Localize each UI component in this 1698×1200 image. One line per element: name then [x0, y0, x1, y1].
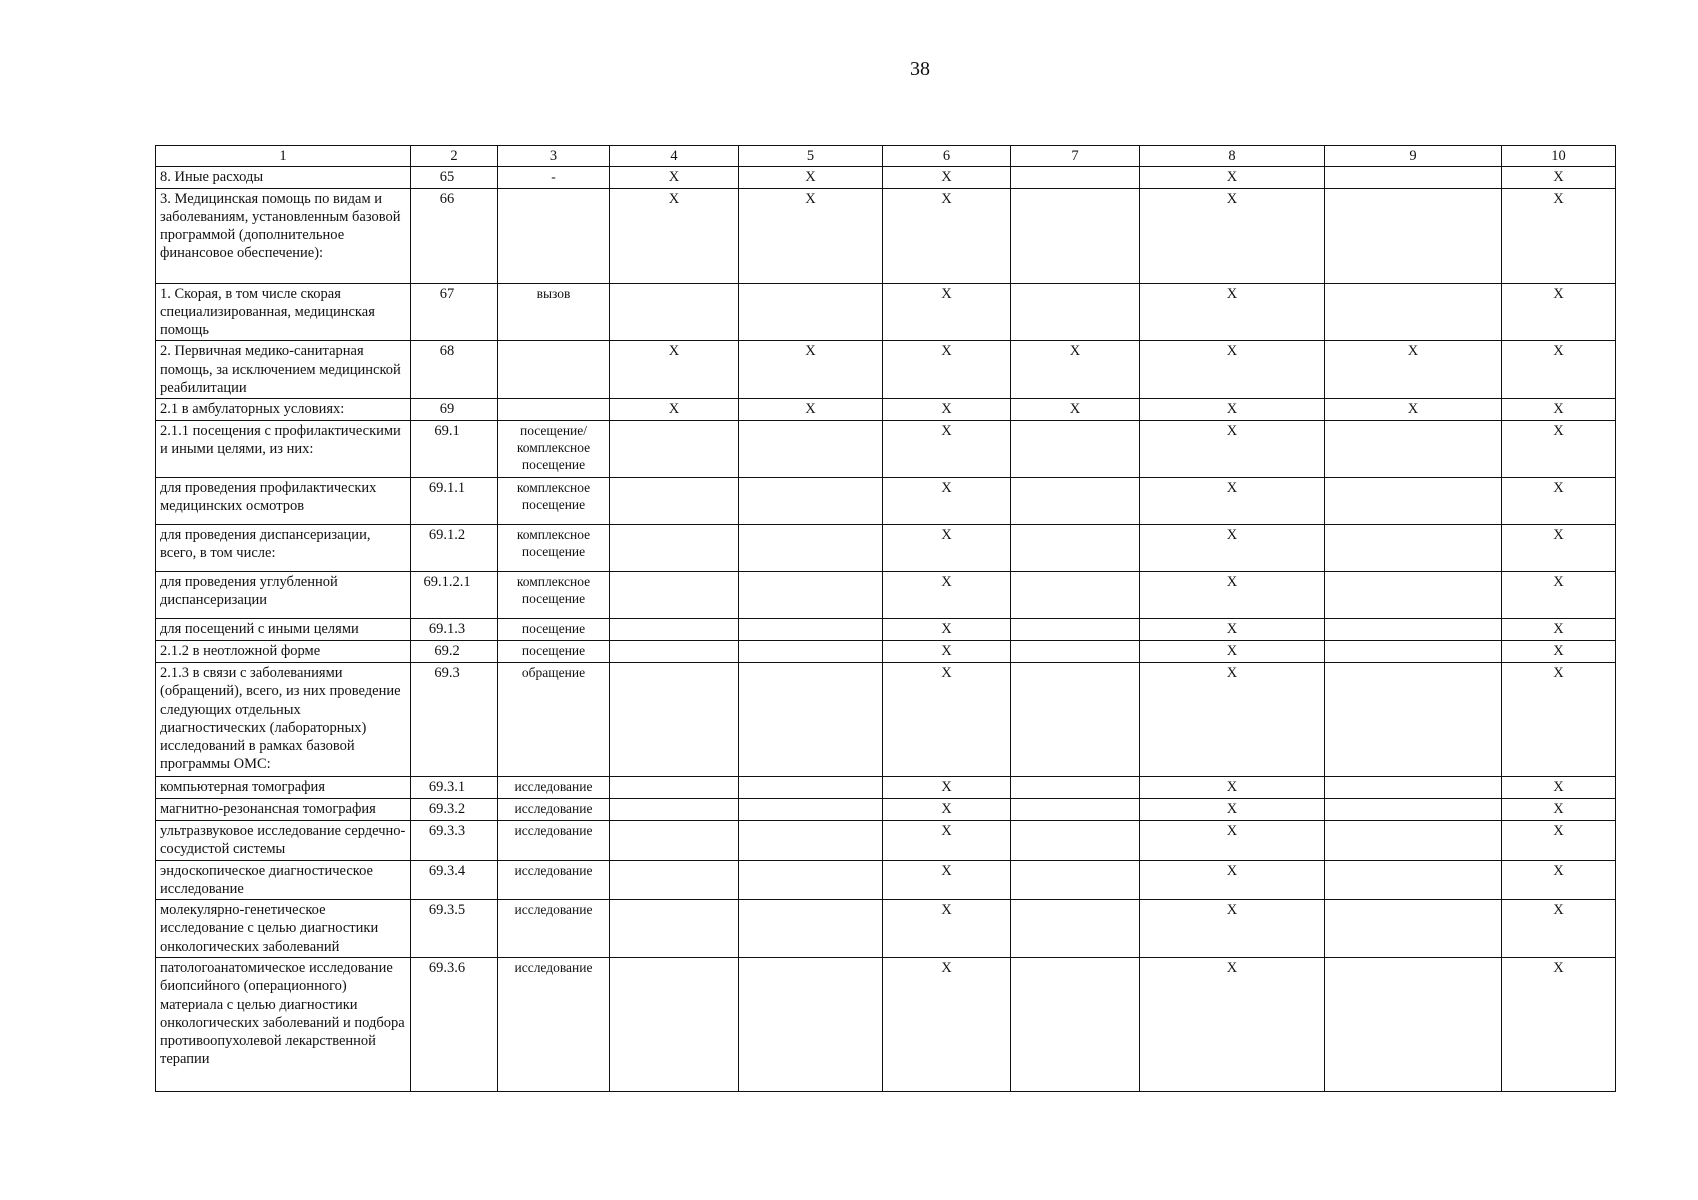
cell-col-9 [1325, 900, 1502, 958]
cell-col-7: X [1011, 341, 1140, 399]
cell-col-4 [610, 641, 739, 663]
cell-col-5 [739, 821, 883, 861]
table-row [156, 399, 1616, 421]
cell-col-9 [1325, 478, 1502, 525]
row-code: 69 [411, 399, 498, 421]
cell-col-4: X [610, 167, 739, 188]
table-row [156, 957, 1616, 1091]
cell-col-7 [1011, 619, 1140, 641]
cell-col-8: X [1140, 777, 1325, 799]
row-name: 2. Первичная медико-санитарная помощь, за исключением медицинской реабилитации [156, 341, 411, 399]
row-code: 69.3.3 [411, 821, 498, 861]
cell-col-6: X [883, 525, 1011, 572]
cell-col-8: X [1140, 663, 1325, 777]
cell-col-10: X [1502, 777, 1616, 799]
row-code: 69.3.6 [411, 957, 498, 1091]
row-name: для проведения углубленной диспансеризации [156, 572, 411, 619]
cell-col-10: X [1502, 821, 1616, 861]
cell-col-9: X [1325, 399, 1502, 421]
column-header: 7 [1011, 146, 1140, 167]
row-name: патологоанатомическое исследование биопсийного (операционного) материала с целью диагностики онкологических заболеваний и подбора противоопухолевой лекарственной терапии [156, 957, 411, 1091]
cell-col-5 [739, 860, 883, 900]
cell-col-6: X [883, 619, 1011, 641]
cell-col-5 [739, 799, 883, 821]
row-code: 69.3.1 [411, 777, 498, 799]
cell-col-6: X [883, 777, 1011, 799]
cell-col-5 [739, 957, 883, 1091]
table-row [156, 167, 1616, 188]
cell-col-6: X [883, 799, 1011, 821]
cell-col-5 [739, 421, 883, 478]
column-header: 6 [883, 146, 1011, 167]
cell-col-9 [1325, 525, 1502, 572]
row-unit: комплексное посещение [498, 525, 610, 572]
cell-col-9 [1325, 957, 1502, 1091]
cell-col-7 [1011, 821, 1140, 861]
row-unit: исследование [498, 957, 610, 1091]
cell-col-10: X [1502, 641, 1616, 663]
cell-col-5: X [739, 167, 883, 188]
cell-col-4 [610, 957, 739, 1091]
table-row [156, 283, 1616, 341]
cell-col-10: X [1502, 860, 1616, 900]
cell-col-7: X [1011, 399, 1140, 421]
row-name: для проведения профилактических медицинских осмотров [156, 478, 411, 525]
cell-col-9 [1325, 421, 1502, 478]
column-header: 1 [156, 146, 411, 167]
cell-col-6: X [883, 478, 1011, 525]
cell-col-9 [1325, 188, 1502, 283]
cell-col-5 [739, 900, 883, 958]
cell-col-4 [610, 421, 739, 478]
cell-col-7 [1011, 421, 1140, 478]
row-code: 69.1.1 [411, 478, 498, 525]
cell-col-7 [1011, 641, 1140, 663]
table-row [156, 188, 1616, 283]
row-name: 2.1.2 в неотложной форме [156, 641, 411, 663]
cell-col-9 [1325, 167, 1502, 188]
cell-col-6: X [883, 283, 1011, 341]
table-row [156, 777, 1616, 799]
table-row [156, 421, 1616, 478]
page-number: 38 [910, 58, 930, 80]
column-header: 8 [1140, 146, 1325, 167]
cell-col-4: X [610, 399, 739, 421]
cell-col-5 [739, 478, 883, 525]
cell-col-9: X [1325, 341, 1502, 399]
cell-col-8: X [1140, 283, 1325, 341]
cell-col-4 [610, 619, 739, 641]
cell-col-6: X [883, 957, 1011, 1091]
cell-col-8: X [1140, 188, 1325, 283]
cell-col-4 [610, 860, 739, 900]
cell-col-9 [1325, 641, 1502, 663]
cell-col-9 [1325, 799, 1502, 821]
table-row [156, 663, 1616, 777]
cell-col-8: X [1140, 341, 1325, 399]
cell-col-9 [1325, 777, 1502, 799]
cell-col-10: X [1502, 663, 1616, 777]
table-row [156, 341, 1616, 399]
row-name: 3. Медицинская помощь по видам и заболеваниям, установленным базовой программой (дополнительное финансовое обеспечение): [156, 188, 411, 283]
table-row [156, 572, 1616, 619]
cell-col-9 [1325, 572, 1502, 619]
row-name: 8. Иные расходы [156, 167, 411, 188]
row-name: 2.1 в амбулаторных условиях: [156, 399, 411, 421]
cell-col-9 [1325, 663, 1502, 777]
cell-col-10: X [1502, 341, 1616, 399]
cell-col-6: X [883, 663, 1011, 777]
cell-col-8: X [1140, 799, 1325, 821]
row-code: 69.1 [411, 421, 498, 478]
cell-col-7 [1011, 188, 1140, 283]
row-code: 69.1.2.1 [411, 572, 498, 619]
cell-col-5: X [739, 188, 883, 283]
cell-col-8: X [1140, 421, 1325, 478]
cell-col-10: X [1502, 619, 1616, 641]
table-row [156, 641, 1616, 663]
cell-col-5: X [739, 341, 883, 399]
cell-col-4 [610, 478, 739, 525]
cell-col-4 [610, 900, 739, 958]
cell-col-7 [1011, 167, 1140, 188]
cell-col-6: X [883, 641, 1011, 663]
cell-col-4 [610, 663, 739, 777]
table-row [156, 799, 1616, 821]
cell-col-4 [610, 799, 739, 821]
cell-col-6: X [883, 341, 1011, 399]
row-unit: посещение [498, 641, 610, 663]
cell-col-5 [739, 572, 883, 619]
row-code: 69.3 [411, 663, 498, 777]
cell-col-7 [1011, 525, 1140, 572]
column-header: 4 [610, 146, 739, 167]
cell-col-10: X [1502, 167, 1616, 188]
cell-col-5 [739, 525, 883, 572]
cell-col-4 [610, 283, 739, 341]
cell-col-7 [1011, 663, 1140, 777]
cell-col-7 [1011, 478, 1140, 525]
cell-col-4: X [610, 341, 739, 399]
row-unit: исследование [498, 900, 610, 958]
cell-col-10: X [1502, 799, 1616, 821]
cell-col-7 [1011, 900, 1140, 958]
cell-col-6: X [883, 399, 1011, 421]
row-unit: исследование [498, 821, 610, 861]
table-row [156, 478, 1616, 525]
cell-col-8: X [1140, 619, 1325, 641]
row-code: 69.3.2 [411, 799, 498, 821]
cell-col-10: X [1502, 957, 1616, 1091]
column-header: 2 [411, 146, 498, 167]
cell-col-5 [739, 283, 883, 341]
cell-col-10: X [1502, 900, 1616, 958]
table-row [156, 821, 1616, 861]
cell-col-4 [610, 525, 739, 572]
row-code: 69.1.3 [411, 619, 498, 641]
row-name: 2.1.1 посещения с профилактическими и иными целями, из них: [156, 421, 411, 478]
cell-col-6: X [883, 167, 1011, 188]
cell-col-10: X [1502, 283, 1616, 341]
cell-col-8: X [1140, 821, 1325, 861]
cell-col-10: X [1502, 572, 1616, 619]
cell-col-10: X [1502, 188, 1616, 283]
row-unit [498, 399, 610, 421]
row-name: компьютерная томография [156, 777, 411, 799]
table-row [156, 860, 1616, 900]
cell-col-5 [739, 619, 883, 641]
row-unit: исследование [498, 860, 610, 900]
row-code: 69.1.2 [411, 525, 498, 572]
cell-col-4 [610, 821, 739, 861]
column-header: 9 [1325, 146, 1502, 167]
cell-col-8: X [1140, 399, 1325, 421]
row-name: ультразвуковое исследование сердечно-сосудистой системы [156, 821, 411, 861]
cell-col-8: X [1140, 641, 1325, 663]
expense-table [155, 145, 1616, 1092]
row-code: 69.3.4 [411, 860, 498, 900]
cell-col-5 [739, 641, 883, 663]
cell-col-7 [1011, 777, 1140, 799]
cell-col-7 [1011, 572, 1140, 619]
column-header: 5 [739, 146, 883, 167]
cell-col-6: X [883, 900, 1011, 958]
row-unit: исследование [498, 777, 610, 799]
cell-col-8: X [1140, 167, 1325, 188]
cell-col-5 [739, 663, 883, 777]
cell-col-8: X [1140, 957, 1325, 1091]
cell-col-7 [1011, 957, 1140, 1091]
row-name: магнитно-резонансная томография [156, 799, 411, 821]
cell-col-7 [1011, 799, 1140, 821]
row-name: 2.1.3 в связи с заболеваниями (обращений), всего, из них проведение следующих отдельных диагностических (лабораторных) исследований в рамках базовой программы ОМС: [156, 663, 411, 777]
cell-col-8: X [1140, 900, 1325, 958]
row-unit: обращение [498, 663, 610, 777]
column-number-row [156, 146, 1616, 167]
row-unit: комплексное посещение [498, 478, 610, 525]
row-name: эндоскопическое диагностическое исследование [156, 860, 411, 900]
cell-col-7 [1011, 283, 1140, 341]
table-row [156, 525, 1616, 572]
cell-col-8: X [1140, 525, 1325, 572]
row-unit: вызов [498, 283, 610, 341]
cell-col-8: X [1140, 478, 1325, 525]
cell-col-4: X [610, 188, 739, 283]
cell-col-6: X [883, 572, 1011, 619]
row-code: 68 [411, 341, 498, 399]
cell-col-4 [610, 572, 739, 619]
cell-col-10: X [1502, 421, 1616, 478]
cell-col-6: X [883, 821, 1011, 861]
row-code: 66 [411, 188, 498, 283]
cell-col-9 [1325, 860, 1502, 900]
column-header: 3 [498, 146, 610, 167]
cell-col-4 [610, 777, 739, 799]
cell-col-9 [1325, 821, 1502, 861]
row-unit: исследование [498, 799, 610, 821]
row-unit: комплексное посещение [498, 572, 610, 619]
row-name: молекулярно-генетическое исследование с целью диагностики онкологических заболеваний [156, 900, 411, 958]
cell-col-8: X [1140, 860, 1325, 900]
row-code: 69.2 [411, 641, 498, 663]
row-name: 1. Скорая, в том числе скорая специализированная, медицинская помощь [156, 283, 411, 341]
cell-col-8: X [1140, 572, 1325, 619]
row-code: 67 [411, 283, 498, 341]
column-header: 10 [1502, 146, 1616, 167]
cell-col-9 [1325, 283, 1502, 341]
row-code: 69.3.5 [411, 900, 498, 958]
cell-col-5: X [739, 399, 883, 421]
cell-col-6: X [883, 188, 1011, 283]
table-row [156, 900, 1616, 958]
cell-col-10: X [1502, 478, 1616, 525]
cell-col-10: X [1502, 525, 1616, 572]
cell-col-10: X [1502, 399, 1616, 421]
cell-col-7 [1011, 860, 1140, 900]
row-name: для посещений с иными целями [156, 619, 411, 641]
row-unit: посещение [498, 619, 610, 641]
row-name: для проведения диспансеризации, всего, в том числе: [156, 525, 411, 572]
table-row [156, 619, 1616, 641]
row-unit [498, 341, 610, 399]
cell-col-6: X [883, 860, 1011, 900]
row-unit: - [498, 167, 610, 188]
cell-col-6: X [883, 421, 1011, 478]
cell-col-9 [1325, 619, 1502, 641]
row-code: 65 [411, 167, 498, 188]
cell-col-5 [739, 777, 883, 799]
row-unit [498, 188, 610, 283]
row-unit: посещение/ комплексное посещение [498, 421, 610, 478]
